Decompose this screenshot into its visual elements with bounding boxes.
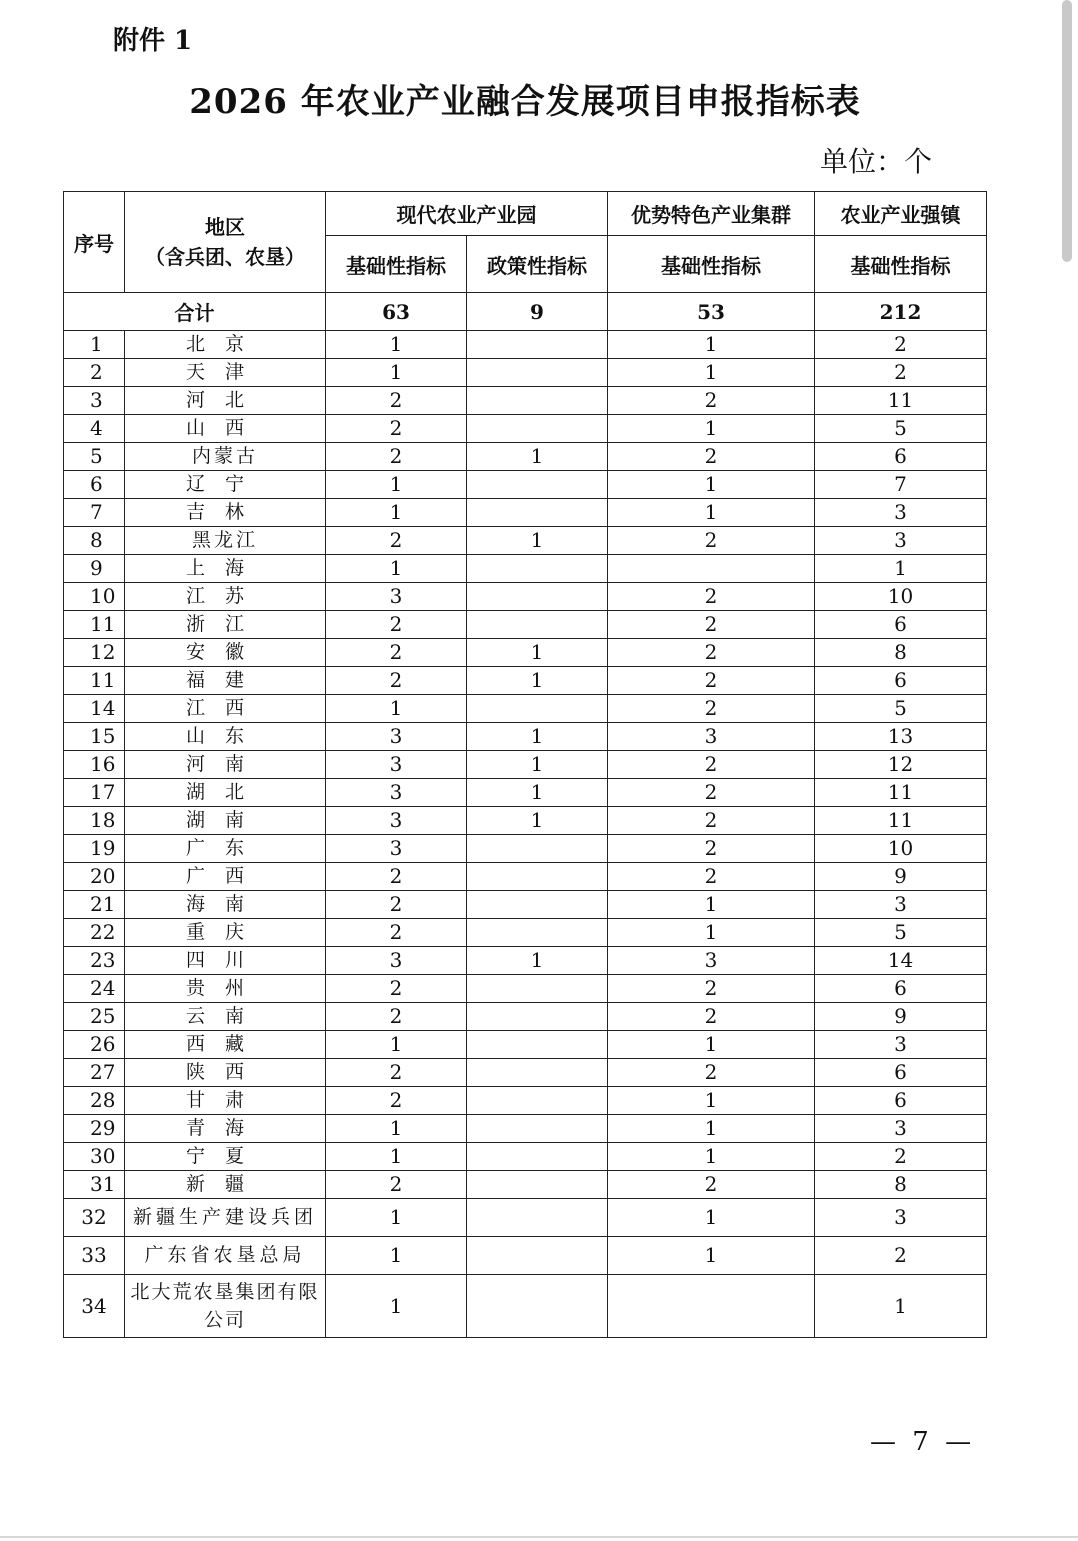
row-cluster-basic: 1 [608, 359, 815, 387]
row-seq: 3 [64, 387, 125, 415]
table-row [64, 835, 987, 863]
row-seq: 22 [64, 919, 125, 947]
row-park-policy [467, 1087, 608, 1115]
row-park-policy: 1 [467, 807, 608, 835]
row-town-basic: 1 [815, 1275, 987, 1338]
row-region: 山西 [125, 415, 326, 443]
row-park-policy: 1 [467, 667, 608, 695]
row-region: 黑龙江 [125, 527, 326, 555]
row-town-basic: 8 [815, 1171, 987, 1199]
row-region: 山东 [125, 723, 326, 751]
row-cluster-basic: 3 [608, 723, 815, 751]
row-region: 江苏 [125, 583, 326, 611]
row-town-basic: 2 [815, 359, 987, 387]
row-cluster-basic: 2 [608, 1059, 815, 1087]
total-row [64, 293, 987, 331]
row-seq: 27 [64, 1059, 125, 1087]
table-row [64, 723, 987, 751]
row-cluster-basic: 2 [608, 667, 815, 695]
table-row [64, 471, 987, 499]
row-cluster-basic: 1 [608, 499, 815, 527]
row-seq: 7 [64, 499, 125, 527]
total-town-basic: 212 [815, 293, 987, 331]
scrollbar-thumb[interactable] [1062, 0, 1072, 262]
row-park-basic: 2 [326, 639, 467, 667]
row-region: 湖南 [125, 807, 326, 835]
row-town-basic: 6 [815, 443, 987, 471]
row-park-basic: 1 [326, 1115, 467, 1143]
row-region: 吉林 [125, 499, 326, 527]
row-park-policy [467, 611, 608, 639]
row-cluster-basic: 1 [608, 1031, 815, 1059]
row-park-basic: 2 [326, 1059, 467, 1087]
table-row [64, 1275, 987, 1338]
row-cluster-basic: 2 [608, 807, 815, 835]
table-row [64, 975, 987, 1003]
row-cluster-basic: 1 [608, 1143, 815, 1171]
row-region: 北京 [125, 331, 326, 359]
row-cluster-basic: 3 [608, 947, 815, 975]
row-seq: 1 [64, 331, 125, 359]
row-park-basic: 1 [326, 555, 467, 583]
row-park-policy [467, 331, 608, 359]
row-region: 广东 [125, 835, 326, 863]
table-row [64, 331, 987, 359]
row-seq: 28 [64, 1087, 125, 1115]
row-town-basic: 2 [815, 1143, 987, 1171]
row-park-policy [467, 1115, 608, 1143]
unit-label: 单位：个 [820, 145, 933, 178]
row-park-basic: 1 [326, 1199, 467, 1237]
row-town-basic: 5 [815, 695, 987, 723]
row-cluster-basic: 2 [608, 1171, 815, 1199]
header-region [125, 192, 326, 293]
table-row [64, 499, 987, 527]
header-park-policy: 政策性指标 [467, 236, 608, 293]
row-town-basic: 5 [815, 415, 987, 443]
row-park-basic: 1 [326, 359, 467, 387]
row-park-policy [467, 359, 608, 387]
row-seq: 12 [64, 639, 125, 667]
row-region: 青海 [125, 1115, 326, 1143]
row-seq: 25 [64, 1003, 125, 1031]
row-park-policy [467, 583, 608, 611]
table-row [64, 527, 987, 555]
row-park-policy [467, 1003, 608, 1031]
row-park-basic: 3 [326, 779, 467, 807]
row-park-policy [467, 1237, 608, 1275]
row-cluster-basic: 2 [608, 387, 815, 415]
row-cluster-basic: 2 [608, 863, 815, 891]
row-region: 陕西 [125, 1059, 326, 1087]
row-park-basic: 2 [326, 387, 467, 415]
row-cluster-basic: 1 [608, 919, 815, 947]
row-town-basic: 6 [815, 1059, 987, 1087]
row-cluster-basic: 2 [608, 695, 815, 723]
row-town-basic: 3 [815, 891, 987, 919]
row-region: 浙江 [125, 611, 326, 639]
row-region: 江西 [125, 695, 326, 723]
row-seq: 26 [64, 1031, 125, 1059]
row-cluster-basic [608, 555, 815, 583]
row-town-basic: 3 [815, 527, 987, 555]
row-region: 新疆生产建设兵团 [125, 1199, 326, 1237]
row-cluster-basic [608, 1275, 815, 1338]
row-cluster-basic: 1 [608, 415, 815, 443]
row-town-basic: 3 [815, 1031, 987, 1059]
table-row [64, 443, 987, 471]
page-title: 2026 年农业产业融合发展项目申报指标表 [189, 82, 861, 122]
table-row [64, 779, 987, 807]
row-seq: 23 [64, 947, 125, 975]
row-seq: 19 [64, 835, 125, 863]
row-cluster-basic: 2 [608, 443, 815, 471]
table-row [64, 1031, 987, 1059]
row-region: 四川 [125, 947, 326, 975]
row-seq: 14 [64, 695, 125, 723]
row-park-basic: 3 [326, 947, 467, 975]
row-seq: 24 [64, 975, 125, 1003]
table-row [64, 583, 987, 611]
table-row [64, 415, 987, 443]
row-cluster-basic: 2 [608, 751, 815, 779]
row-town-basic: 6 [815, 611, 987, 639]
row-cluster-basic: 1 [608, 1199, 815, 1237]
table-row [64, 1003, 987, 1031]
row-town-basic: 7 [815, 471, 987, 499]
table-row [64, 1143, 987, 1171]
row-park-policy [467, 1143, 608, 1171]
row-region: 河南 [125, 751, 326, 779]
row-town-basic: 9 [815, 1003, 987, 1031]
table-row [64, 1059, 987, 1087]
row-town-basic: 11 [815, 387, 987, 415]
table-row [64, 695, 987, 723]
row-park-policy: 1 [467, 527, 608, 555]
row-seq: 30 [64, 1143, 125, 1171]
row-cluster-basic: 1 [608, 331, 815, 359]
row-region: 湖北 [125, 779, 326, 807]
row-town-basic: 9 [815, 863, 987, 891]
row-park-basic: 2 [326, 891, 467, 919]
row-seq: 31 [64, 1171, 125, 1199]
row-park-policy [467, 975, 608, 1003]
table-row [64, 1199, 987, 1237]
row-region: 海南 [125, 891, 326, 919]
table-row [64, 863, 987, 891]
row-cluster-basic: 2 [608, 779, 815, 807]
row-town-basic: 14 [815, 947, 987, 975]
table-row [64, 639, 987, 667]
row-region: 安徽 [125, 639, 326, 667]
attachment-label: 附件 1 [113, 26, 193, 56]
row-park-basic: 2 [326, 863, 467, 891]
row-region: 重庆 [125, 919, 326, 947]
row-town-basic: 6 [815, 975, 987, 1003]
row-seq: 18 [64, 807, 125, 835]
row-seq: 5 [64, 443, 125, 471]
table-row [64, 1237, 987, 1275]
row-town-basic: 11 [815, 779, 987, 807]
table-row [64, 807, 987, 835]
row-park-policy [467, 471, 608, 499]
row-region: 广东省农垦总局 [125, 1237, 326, 1275]
total-cluster-basic: 53 [608, 293, 815, 331]
row-region: 甘肃 [125, 1087, 326, 1115]
table-row [64, 611, 987, 639]
row-park-basic: 2 [326, 1003, 467, 1031]
row-park-basic: 2 [326, 611, 467, 639]
row-park-basic: 2 [326, 527, 467, 555]
row-town-basic: 2 [815, 331, 987, 359]
row-park-basic: 3 [326, 723, 467, 751]
row-park-policy: 1 [467, 723, 608, 751]
header-park-basic: 基础性指标 [326, 236, 467, 293]
row-region: 宁夏 [125, 1143, 326, 1171]
row-seq: 20 [64, 863, 125, 891]
header-group-town: 农业产业强镇 [815, 192, 987, 236]
row-town-basic: 13 [815, 723, 987, 751]
row-cluster-basic: 1 [608, 1115, 815, 1143]
row-park-policy [467, 1171, 608, 1199]
row-cluster-basic: 2 [608, 1003, 815, 1031]
row-town-basic: 2 [815, 1237, 987, 1275]
row-park-basic: 2 [326, 1087, 467, 1115]
row-town-basic: 3 [815, 1199, 987, 1237]
total-park-policy: 9 [467, 293, 608, 331]
row-seq: 10 [64, 583, 125, 611]
row-seq: 11 [64, 611, 125, 639]
row-seq: 4 [64, 415, 125, 443]
row-region: 内蒙古 [125, 443, 326, 471]
table-row [64, 919, 987, 947]
row-region: 北大荒农垦集团有限公司 [125, 1275, 326, 1338]
row-seq: 15 [64, 723, 125, 751]
row-park-policy: 1 [467, 751, 608, 779]
row-park-policy [467, 1031, 608, 1059]
row-park-basic: 1 [326, 471, 467, 499]
row-park-policy [467, 1059, 608, 1087]
row-seq: 9 [64, 555, 125, 583]
row-cluster-basic: 1 [608, 1087, 815, 1115]
row-seq: 21 [64, 891, 125, 919]
row-cluster-basic: 2 [608, 835, 815, 863]
row-cluster-basic: 2 [608, 639, 815, 667]
row-seq: 8 [64, 527, 125, 555]
row-park-basic: 1 [326, 1275, 467, 1338]
row-cluster-basic: 2 [608, 611, 815, 639]
row-park-policy: 1 [467, 947, 608, 975]
row-park-policy [467, 891, 608, 919]
row-town-basic: 5 [815, 919, 987, 947]
row-cluster-basic: 1 [608, 891, 815, 919]
row-park-basic: 1 [326, 1237, 467, 1275]
row-park-policy [467, 863, 608, 891]
row-cluster-basic: 2 [608, 975, 815, 1003]
page-number: — 7 — [870, 1427, 976, 1457]
row-cluster-basic: 2 [608, 527, 815, 555]
row-park-policy [467, 387, 608, 415]
header-cluster-basic: 基础性指标 [608, 236, 815, 293]
row-seq: 33 [64, 1237, 125, 1275]
row-park-basic: 3 [326, 751, 467, 779]
row-town-basic: 3 [815, 1115, 987, 1143]
row-town-basic: 6 [815, 1087, 987, 1115]
row-park-policy [467, 415, 608, 443]
row-park-basic: 2 [326, 443, 467, 471]
row-park-basic: 3 [326, 583, 467, 611]
page-bottom-divider [0, 1536, 1078, 1538]
header-group-park: 现代农业产业园 [326, 192, 608, 236]
row-seq: 34 [64, 1275, 125, 1338]
table-row [64, 947, 987, 975]
row-park-policy [467, 835, 608, 863]
row-park-basic: 2 [326, 415, 467, 443]
row-park-policy [467, 919, 608, 947]
row-park-basic: 3 [326, 835, 467, 863]
row-seq: 32 [64, 1199, 125, 1237]
row-park-policy [467, 1199, 608, 1237]
table-row [64, 1087, 987, 1115]
header-seq: 序号 [64, 192, 125, 293]
row-region: 西藏 [125, 1031, 326, 1059]
row-park-basic: 2 [326, 975, 467, 1003]
table-row [64, 1115, 987, 1143]
row-park-basic: 1 [326, 1031, 467, 1059]
row-region: 天津 [125, 359, 326, 387]
header-town-basic: 基础性指标 [815, 236, 987, 293]
table-row [64, 555, 987, 583]
row-park-basic: 2 [326, 1171, 467, 1199]
row-cluster-basic: 1 [608, 1237, 815, 1275]
row-region: 福建 [125, 667, 326, 695]
row-seq: 29 [64, 1115, 125, 1143]
row-cluster-basic: 2 [608, 583, 815, 611]
row-town-basic: 6 [815, 667, 987, 695]
row-park-policy: 1 [467, 443, 608, 471]
quota-table [63, 191, 987, 1338]
row-park-policy [467, 695, 608, 723]
row-region: 广西 [125, 863, 326, 891]
row-park-basic: 1 [326, 331, 467, 359]
row-park-policy [467, 555, 608, 583]
row-seq: 6 [64, 471, 125, 499]
header-region-note: （含兵团、农垦） [145, 245, 305, 269]
table-row [64, 667, 987, 695]
table-row [64, 359, 987, 387]
row-park-policy [467, 499, 608, 527]
row-region: 河北 [125, 387, 326, 415]
row-town-basic: 3 [815, 499, 987, 527]
row-town-basic: 11 [815, 807, 987, 835]
row-seq: 11 [64, 667, 125, 695]
header-region-title: 地区 [205, 215, 245, 239]
row-seq: 17 [64, 779, 125, 807]
total-label: 合计 [64, 293, 326, 331]
row-region: 新疆 [125, 1171, 326, 1199]
row-cluster-basic: 1 [608, 471, 815, 499]
row-park-basic: 2 [326, 919, 467, 947]
row-park-policy: 1 [467, 779, 608, 807]
table-row [64, 891, 987, 919]
row-region: 上海 [125, 555, 326, 583]
row-park-basic: 1 [326, 695, 467, 723]
row-town-basic: 10 [815, 835, 987, 863]
row-park-policy [467, 1275, 608, 1338]
row-seq: 16 [64, 751, 125, 779]
row-town-basic: 8 [815, 639, 987, 667]
header-group-cluster: 优势特色产业集群 [608, 192, 815, 236]
row-region: 云南 [125, 1003, 326, 1031]
row-park-basic: 1 [326, 499, 467, 527]
row-park-policy: 1 [467, 639, 608, 667]
row-town-basic: 1 [815, 555, 987, 583]
row-park-basic: 1 [326, 1143, 467, 1171]
row-seq: 2 [64, 359, 125, 387]
total-park-basic: 63 [326, 293, 467, 331]
row-town-basic: 12 [815, 751, 987, 779]
table-row [64, 1171, 987, 1199]
row-region: 贵州 [125, 975, 326, 1003]
row-region: 辽宁 [125, 471, 326, 499]
table-row [64, 387, 987, 415]
table-row [64, 751, 987, 779]
row-town-basic: 10 [815, 583, 987, 611]
row-park-basic: 3 [326, 807, 467, 835]
row-park-basic: 2 [326, 667, 467, 695]
